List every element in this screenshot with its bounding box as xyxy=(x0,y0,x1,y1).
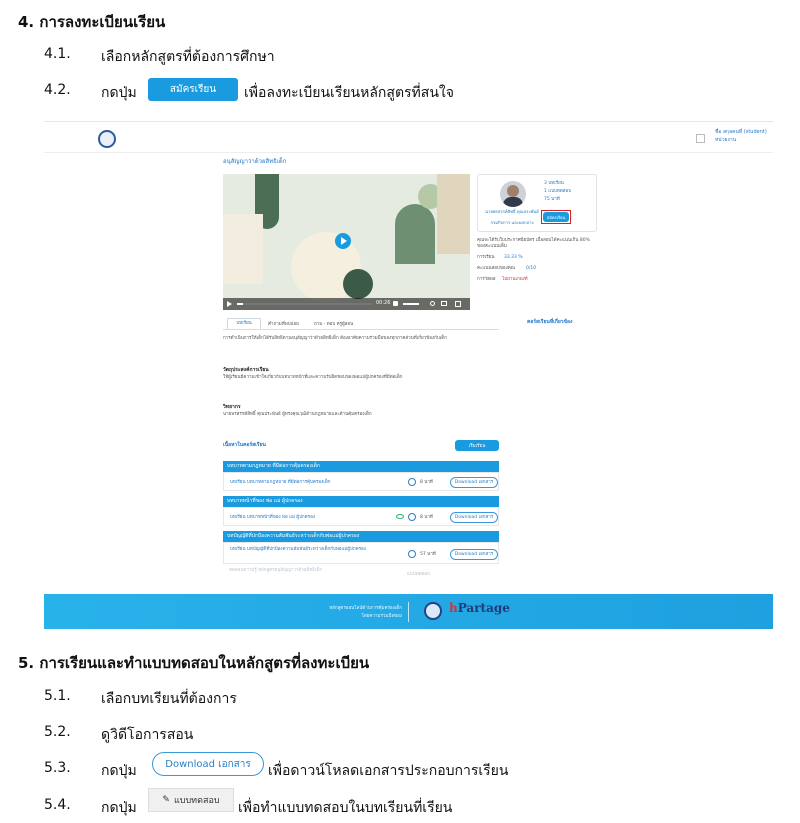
enroll-button-sample[interactable]: สมัครเรียน xyxy=(148,78,238,101)
lesson-3-duration: 57 นาที xyxy=(420,552,436,557)
quiz-button-sample[interactable] xyxy=(148,788,234,812)
section-4-title: 4. การลงทะเบียนเรียน xyxy=(18,13,166,31)
progress-label: การเรียน xyxy=(477,255,495,260)
step-4-2-text-before: กดปุ่ม xyxy=(101,85,137,101)
lesson-3-title[interactable]: บทเรียน บทบัญญัติที่ปกป้องความสัมพันธ์ระหว่างเด็กกับพ่อแม่ผู้ปกครอง xyxy=(230,547,366,552)
step-5-2-number: 5.2. xyxy=(44,724,71,740)
lesson-2-row[interactable] xyxy=(223,507,499,526)
pencil-icon: ✎ xyxy=(162,795,170,805)
video-controls[interactable] xyxy=(223,298,470,310)
ministry-logo xyxy=(424,602,442,620)
step-5-1-number: 5.1. xyxy=(44,688,71,704)
progress-value: 33.33 % xyxy=(504,255,523,260)
site-footer xyxy=(44,594,773,629)
instructor-card xyxy=(477,174,597,232)
user-name[interactable]: ชื่อ สกุลคนที่ (student) xyxy=(715,129,767,135)
footer-subtext: โดยความร่วมมือของ xyxy=(361,614,402,619)
quiz-link-disabled[interactable]: แบบทดสอบ xyxy=(407,572,430,577)
course-page-screenshot xyxy=(44,121,773,629)
volume-icon[interactable] xyxy=(393,301,398,306)
download-document-button-sample[interactable]: Download เอกสาร xyxy=(152,752,264,776)
lesson-3-row[interactable] xyxy=(223,542,499,564)
stat-lessons: 3 บทเรียน xyxy=(544,181,564,186)
video-player[interactable] xyxy=(223,174,470,310)
quiz-button-label: แบบทดสอบ xyxy=(173,796,220,806)
lesson-1-duration: 8 นาที xyxy=(420,480,433,485)
lesson-2-duration: 8 นาที xyxy=(420,515,433,520)
video-time: 00:26 xyxy=(376,300,391,306)
site-logo[interactable] xyxy=(98,130,116,148)
objective-heading: วัตถุประสงค์การเรียน xyxy=(223,367,269,373)
step-4-2-text-after: เพื่อลงทะเบียนเรียนหลักสูตรที่สนใจ xyxy=(244,85,454,101)
instructor-avatar xyxy=(500,181,526,207)
footer-text: หลักสูตรออนไลน์ด้านการคุ้มครองเด็ก xyxy=(329,606,402,611)
stat-quiz: 1 แบบทดสอบ xyxy=(544,189,572,194)
content-heading: เนื้อหาในคอร์สเรียน xyxy=(223,442,266,448)
start-learning-button[interactable]: เริ่มเรียน xyxy=(455,440,499,451)
user-org: หน่วยงาน xyxy=(715,137,737,143)
certificate-note: คุณจะได้รับใบประกาศนียบัตร เมื่อสอบได้คะแนนเกิน 80% ของคะแนนเต็ม xyxy=(477,238,590,249)
volume-slider[interactable] xyxy=(403,303,419,305)
score-value: 0/10 xyxy=(526,266,537,271)
step-4-2-number: 4.2. xyxy=(44,82,71,98)
step-4-1-text: เลือกหลักสูตรที่ต้องการศึกษา xyxy=(101,49,275,65)
partner-name: Partage xyxy=(457,601,510,615)
score-label: คะแนนสอบของคุณ xyxy=(477,266,515,271)
clock-icon xyxy=(408,550,416,558)
play-small-icon[interactable] xyxy=(227,301,232,307)
pip-icon[interactable] xyxy=(441,301,447,306)
lesson-2-header[interactable]: บทบาทหน้าที่ของ พ่อ แม่ ผู้ปกครอง xyxy=(223,496,499,507)
lesson-1-header[interactable]: บทบาทตามกฎหมาย ที่มีต่อการคุ้มครองเด็ก xyxy=(223,461,499,472)
course-title: อนุสัญญาว่าด้วยสิทธิเด็ก xyxy=(223,158,287,165)
tab-faq[interactable]: คำถามที่พบบ่อย xyxy=(268,322,299,327)
result-value: ไม่ผ่านเกณฑ์ xyxy=(502,277,528,282)
play-icon[interactable] xyxy=(335,233,351,249)
instructor-name[interactable]: นายพรสรรค์สิทธิ์ คุณประพันธ์ xyxy=(485,209,539,214)
tab-lessons-label: บทเรียน xyxy=(236,321,252,326)
watched-eye-icon xyxy=(396,514,404,519)
clock-icon xyxy=(408,478,416,486)
step-5-1-text: เลือกบทเรียนที่ต้องการ xyxy=(101,691,237,707)
step-5-4-text-before: กดปุ่ม xyxy=(101,800,137,816)
lecturer-text: นายพรสรรค์สิทธิ์ คุณประพันธ์ ผู้ทรงคุณวุฒิด้านกฎหมายและด้านคุ้มครองเด็ก xyxy=(223,412,372,417)
image-icon[interactable] xyxy=(696,134,705,143)
step-5-4-text-after: เพื่อทำแบบทดสอบในบทเรียนที่เรียน xyxy=(238,800,453,816)
related-courses-link[interactable]: คอร์สเรียนที่เกี่ยวข้อง xyxy=(527,319,573,325)
tab-qa[interactable]: ถาม - ตอบ ครูผู้สอน xyxy=(314,322,354,327)
fullscreen-icon[interactable] xyxy=(455,301,461,307)
clock-icon xyxy=(408,513,416,521)
tab-lessons[interactable] xyxy=(227,318,261,329)
section-5-title: 5. การเรียนและทำแบบทดสอบในหลักสูตรที่ลงทะเบียน xyxy=(18,654,370,672)
lesson-2-download-button[interactable]: Download เอกสาร xyxy=(450,512,498,523)
step-5-3-number: 5.3. xyxy=(44,760,71,776)
step-5-3-text-before: กดปุ่ม xyxy=(101,763,137,779)
lesson-1-download-button[interactable]: Download เอกสาร xyxy=(450,477,498,488)
step-5-2-text: ดูวิดีโอการสอน xyxy=(101,727,194,743)
partner-logo: hPartage xyxy=(449,601,510,615)
instructor-org: กรมกิจการ และผลกลาง xyxy=(490,220,534,225)
result-label: การวัดผล xyxy=(477,277,496,282)
enroll-button[interactable]: สมัครเรียน xyxy=(543,212,569,222)
lecturer-heading: วิทยากร xyxy=(223,404,241,410)
step-4-1-number: 4.1. xyxy=(44,46,71,62)
lesson-1-row[interactable] xyxy=(223,472,499,491)
course-description: การดำเนินการให้เด็กได้รับสิทธิตามอนุสัญญาว่าด้วยสิทธิเด็ก ต้องอาศัยความร่วมมือของทุกภาคส่วนที่เกี่ยวข้องกับเด็ก xyxy=(223,336,447,341)
settings-icon[interactable] xyxy=(430,301,435,306)
lesson-3-download-button[interactable]: Download เอกสาร xyxy=(450,549,498,560)
lesson-3-header[interactable]: บทบัญญัติที่ปกป้องความสัมพันธ์ระหว่างเด็กกับพ่อแม่ผู้ปกครอง xyxy=(223,531,499,542)
step-5-3-text-after: เพื่อดาวน์โหลดเอกสารประกอบการเรียน xyxy=(268,763,509,779)
objective-text: ให้ผู้เรียนมีความเข้าใจเกี่ยวกับบทบาทหน้าที่และความรับผิดชอบของพ่อแม่ผู้ปกครองที่มีต่อเด็ก xyxy=(223,375,403,380)
lesson-1-title[interactable]: บทเรียน บทบาทตามกฎหมาย ที่มีต่อการคุ้มครองเด็ก xyxy=(230,480,331,485)
step-5-4-number: 5.4. xyxy=(44,797,71,813)
stat-duration: 75 นาที xyxy=(544,197,560,202)
quiz-item[interactable]: ทดสอบความรู้ หลักสูตรอนุสัญญาว่าด้วยสิทธิเด็ก xyxy=(229,568,323,573)
lesson-2-title[interactable]: บทเรียน บทบาทหน้าที่ของ พ่อ แม่ ผู้ปกครอง xyxy=(230,515,315,520)
